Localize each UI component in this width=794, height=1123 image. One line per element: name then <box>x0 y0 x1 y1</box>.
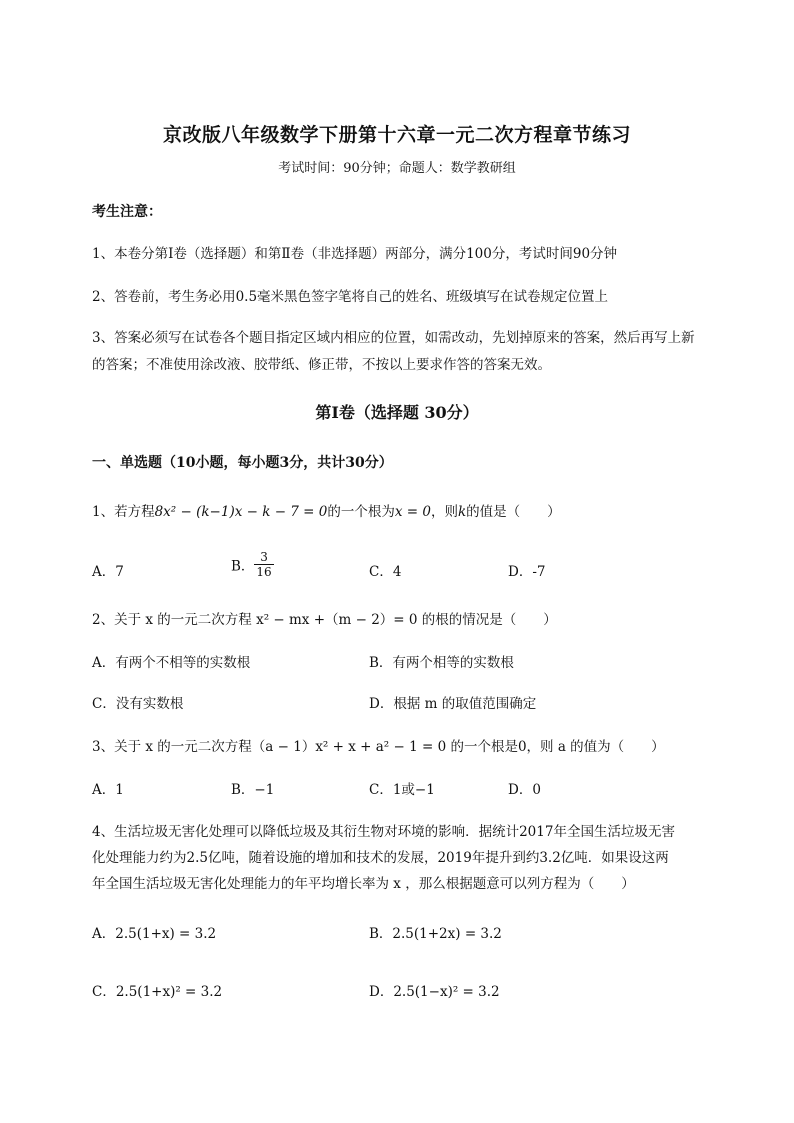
q4-option-b: B．2.5(1+2x) = 3.2 <box>369 926 502 942</box>
q1-var: k <box>457 504 467 520</box>
q4-option-c: C．2.5(1+x)² = 3.2 <box>92 984 223 1000</box>
notice-item-1: 1、本卷分第I卷（选择题）和第Ⅱ卷（非选择题）两部分，满分100分，考试时间90分钟 <box>92 246 618 262</box>
section-title: 第I卷（选择题 30分） <box>315 403 479 422</box>
question-1-stem <box>92 500 561 520</box>
q1-option-a: A．7 <box>92 564 124 580</box>
q1-option-b-label: B． <box>231 558 255 575</box>
question-4-line-2: 化处理能力约为2.5亿吨，随着设施的增加和技术的发展，2019年提升到约3.2亿吨．如果设这两 <box>92 850 669 866</box>
q2-option-c: C．没有实数根 <box>92 696 184 712</box>
question-4-line-3: 年全国生活垃圾无害化处理能力的年平均增长率为 x ，那么根据题意可以列方程为（ ） <box>92 876 635 892</box>
q3-option-b: B．−1 <box>231 782 275 798</box>
q3-option-a: A．1 <box>92 782 124 798</box>
notice-item-3-line-2: 的答案；不准使用涂改液、胶带纸、修正带，不按以上要求作答的答案无效。 <box>92 357 551 373</box>
q1-prefix: 1、若方程 <box>92 504 155 520</box>
q1-equation: 8x² − (k−1)x − k − 7 = 0 <box>154 504 328 520</box>
page-title: 京改版八年级数学下册第十六章一元二次方程章节练习 <box>162 124 631 146</box>
q3-option-d: D．0 <box>508 782 541 798</box>
q1-root: x = 0 <box>394 504 431 520</box>
q1-option-b-fraction <box>254 550 273 579</box>
question-3-stem: 3、关于 x 的一元二次方程（a − 1）x² + x + a² − 1 = 0 的一个根是0，则 a 的值为（ ） <box>92 739 665 755</box>
q1-mid: 的一个根为 <box>327 504 395 520</box>
notice-item-3-line-1: 3、答案必须写在试卷各个题目指定区域内相应的位置，如需改动，先划掉原来的答案，然后再写上新 <box>92 330 695 346</box>
question-4-line-1: 4、生活垃圾无害化处理可以降低垃圾及其衍生物对环境的影响．据统计2017年全国生活垃圾无害 <box>92 824 675 840</box>
q2-option-b: B．有两个相等的实数根 <box>369 655 514 671</box>
fraction-numerator: 3 <box>254 550 273 565</box>
fraction-denominator: 16 <box>256 565 272 579</box>
exam-info: 考试时间：90分钟；命题人：数学教研组 <box>278 161 516 176</box>
notice-heading: 考生注意： <box>92 204 162 220</box>
question-2-stem: 2、关于 x 的一元二次方程 x² − mx +（m − 2）= 0 的根的情况是（ ） <box>92 612 557 628</box>
q2-option-d: D．根据 m 的取值范围确定 <box>369 696 537 712</box>
q4-option-a: A．2.5(1+x) = 3.2 <box>92 926 217 942</box>
q1-option-b <box>231 550 274 579</box>
part-heading: 一、单选题（10小题，每小题3分，共计30分） <box>92 455 393 471</box>
q4-option-d: D．2.5(1−x)² = 3.2 <box>369 984 500 1000</box>
q2-option-a: A．有两个不相等的实数根 <box>92 655 251 671</box>
q3-option-c: C．1或−1 <box>369 782 435 798</box>
q1-suffix: 的值是（ ） <box>466 504 561 520</box>
notice-item-2: 2、答卷前，考生务必用0.5毫米黑色签字笔将自己的姓名、班级填写在试卷规定位置上 <box>92 289 609 305</box>
q1-mid2: ，则 <box>430 504 458 520</box>
q1-option-c: C．4 <box>369 564 402 580</box>
q1-option-d: D．-7 <box>508 564 546 580</box>
